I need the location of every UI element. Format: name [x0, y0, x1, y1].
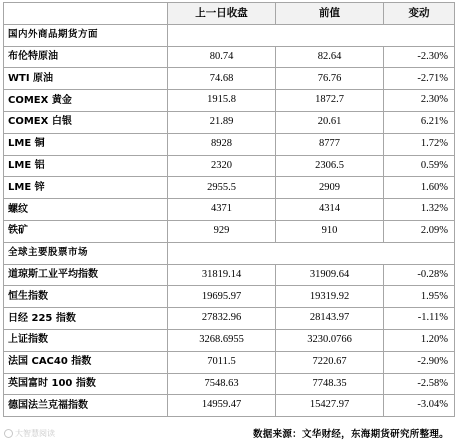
prior-value: 3230.0766 — [276, 330, 384, 352]
instrument-name: 道琼斯工业平均指数 — [4, 265, 168, 287]
table-row — [4, 221, 455, 243]
instrument-name: 上证指数 — [4, 330, 168, 352]
change-percent: -3.04% — [384, 395, 455, 417]
change-percent: 0.59% — [384, 156, 455, 178]
previous-close-value: 31819.14 — [168, 265, 276, 287]
previous-close-value: 21.89 — [168, 112, 276, 134]
change-percent: 1.60% — [384, 177, 455, 199]
instrument-name: 法国 CAC40 指数 — [4, 352, 168, 374]
table-row — [4, 374, 455, 396]
change-percent: 1.95% — [384, 286, 455, 308]
prior-value: 15427.97 — [276, 395, 384, 417]
prior-value: 7748.35 — [276, 374, 384, 396]
section-spacer — [168, 25, 455, 47]
table-row — [4, 352, 455, 374]
previous-close-value: 80.74 — [168, 47, 276, 69]
previous-close-value: 8928 — [168, 134, 276, 156]
change-percent: -1.11% — [384, 308, 455, 330]
header-close-cell: 上一日收盘 — [168, 3, 276, 25]
change-percent: 2.09% — [384, 221, 455, 243]
instrument-name: COMEX 黄金 — [4, 90, 168, 112]
watermark-logo-icon — [4, 429, 13, 438]
change-percent: -2.71% — [384, 68, 455, 90]
section-spacer — [168, 243, 455, 265]
table-row — [4, 112, 455, 134]
previous-close-value: 1915.8 — [168, 90, 276, 112]
instrument-name: LME 铝 — [4, 156, 168, 178]
instrument-name: WTI 原油 — [4, 68, 168, 90]
table-row — [4, 90, 455, 112]
section-row-commodities — [4, 25, 455, 47]
section-title-commodities: 国内外商品期货方面 — [4, 25, 168, 47]
instrument-name: 英国富时 100 指数 — [4, 374, 168, 396]
header-prev-cell: 前值 — [276, 3, 384, 25]
prior-value: 82.64 — [276, 47, 384, 69]
table-row — [4, 265, 455, 287]
previous-close-value: 14959.47 — [168, 395, 276, 417]
instrument-name: 恒生指数 — [4, 286, 168, 308]
market-data-table — [3, 2, 455, 417]
table-header-row — [4, 3, 455, 25]
prior-value: 2909 — [276, 177, 384, 199]
instrument-name: 铁矿 — [4, 221, 168, 243]
change-percent: 1.32% — [384, 199, 455, 221]
change-percent: -2.58% — [384, 374, 455, 396]
table-row — [4, 395, 455, 417]
table-row — [4, 286, 455, 308]
prior-value: 28143.97 — [276, 308, 384, 330]
prior-value: 31909.64 — [276, 265, 384, 287]
prior-value: 910 — [276, 221, 384, 243]
prior-value: 1872.7 — [276, 90, 384, 112]
section-row-stocks — [4, 243, 455, 265]
table-row — [4, 177, 455, 199]
table-row — [4, 199, 455, 221]
previous-close-value: 19695.97 — [168, 286, 276, 308]
instrument-name: LME 铜 — [4, 134, 168, 156]
header-name-cell — [4, 3, 168, 25]
previous-close-value: 27832.96 — [168, 308, 276, 330]
prior-value: 76.76 — [276, 68, 384, 90]
change-percent: 1.20% — [384, 330, 455, 352]
change-percent: -0.28% — [384, 265, 455, 287]
prior-value: 7220.67 — [276, 352, 384, 374]
prior-value: 8777 — [276, 134, 384, 156]
table-row — [4, 47, 455, 69]
watermark-text: 大智慧阅读 — [15, 429, 55, 438]
change-percent: 6.21% — [384, 112, 455, 134]
prior-value: 19319.92 — [276, 286, 384, 308]
change-percent: 1.72% — [384, 134, 455, 156]
source-note: 数据来源：文华财经，东海期货研究所整理。 — [252, 429, 449, 440]
instrument-name: 布伦特原油 — [4, 47, 168, 69]
header-change-cell: 变动 — [384, 3, 455, 25]
table-row — [4, 156, 455, 178]
prior-value: 20.61 — [276, 112, 384, 134]
change-percent: -2.90% — [384, 352, 455, 374]
previous-close-value: 7548.63 — [168, 374, 276, 396]
previous-close-value: 2955.5 — [168, 177, 276, 199]
previous-close-value: 4371 — [168, 199, 276, 221]
instrument-name: 日经 225 指数 — [4, 308, 168, 330]
previous-close-value: 3268.6955 — [168, 330, 276, 352]
prior-value: 4314 — [276, 199, 384, 221]
watermark — [4, 428, 55, 439]
change-percent: -2.30% — [384, 47, 455, 69]
previous-close-value: 74.68 — [168, 68, 276, 90]
previous-close-value: 7011.5 — [168, 352, 276, 374]
table-row — [4, 330, 455, 352]
table-row — [4, 68, 455, 90]
table-row — [4, 308, 455, 330]
table-row — [4, 134, 455, 156]
instrument-name: LME 锌 — [4, 177, 168, 199]
instrument-name: COMEX 白银 — [4, 112, 168, 134]
previous-close-value: 929 — [168, 221, 276, 243]
instrument-name: 螺纹 — [4, 199, 168, 221]
previous-close-value: 2320 — [168, 156, 276, 178]
section-title-stocks: 全球主要股票市场 — [4, 243, 168, 265]
prior-value: 2306.5 — [276, 156, 384, 178]
change-percent: 2.30% — [384, 90, 455, 112]
instrument-name: 德国法兰克福指数 — [4, 395, 168, 417]
